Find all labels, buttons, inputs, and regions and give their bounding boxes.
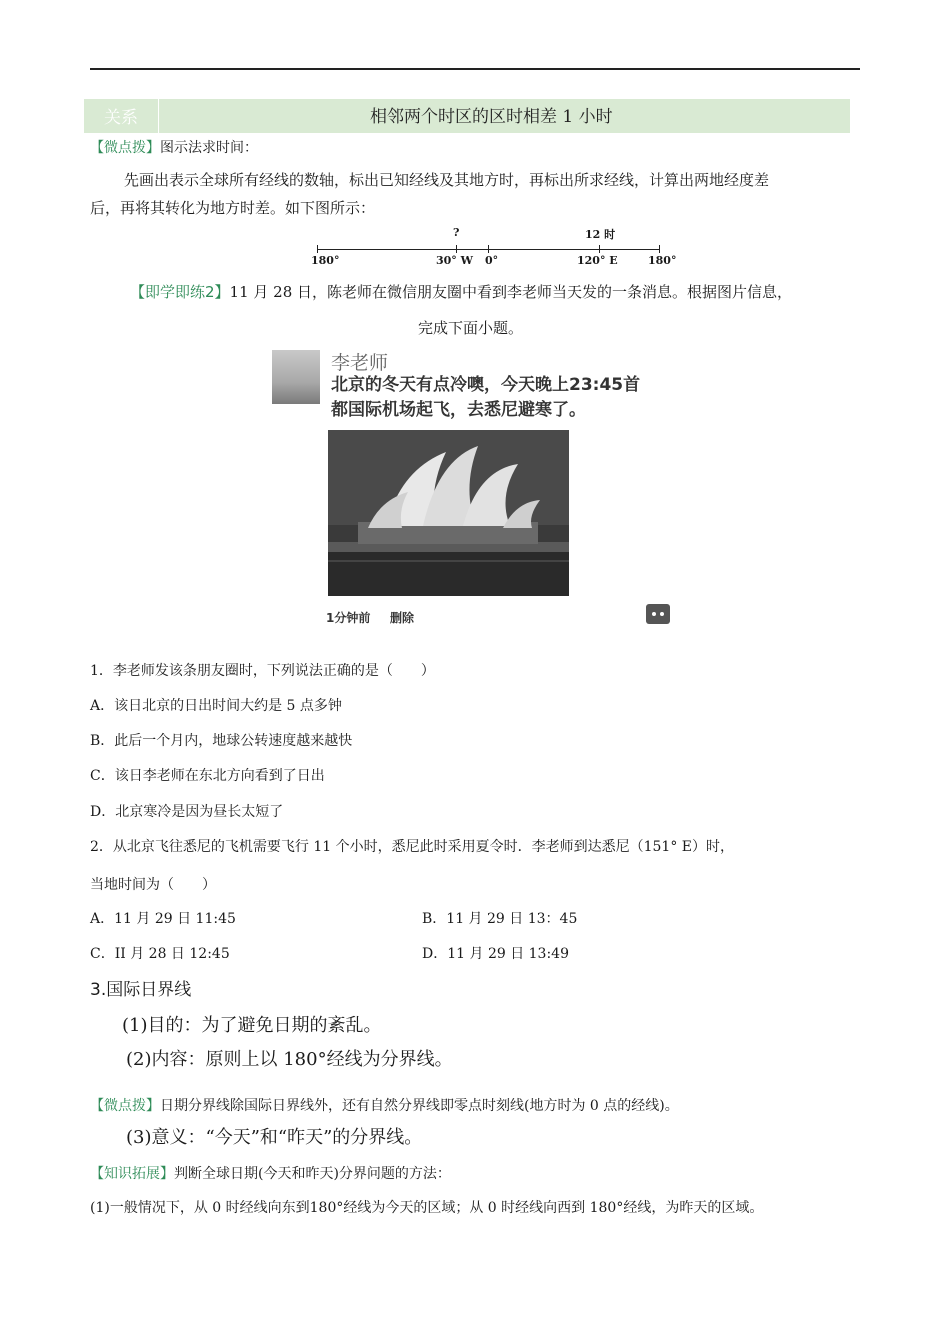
q1-option-d: D．北京寒冷是因为昼长太短了 — [90, 804, 284, 820]
section3-tip-text: 日期分界线除国际日界线外，还有自然分界线即零点时刻线(地方时为 0 点的经线)。 — [160, 1098, 679, 1114]
axis-label-120e: 120° E — [577, 254, 618, 267]
section3-item3: (3)意义：“今天”和“昨天”的分界线。 — [126, 1127, 423, 1148]
q2-option-d: D．11 月 29 日 13:49 — [422, 946, 569, 962]
tip-title: 图示法求时间： — [160, 140, 258, 156]
section3-heading: 3.国际日界线 — [90, 980, 192, 1000]
tick-0 — [488, 245, 489, 253]
tip-tag: 【微点拨】 — [90, 140, 160, 156]
section3-item2: (2)内容：原则上以 180°经线为分界线。 — [126, 1049, 453, 1070]
q2-option-c: C．II 月 28 日 12:45 — [90, 946, 230, 962]
relation-text: 相邻两个时区的区时相差 1 小时 — [370, 107, 613, 127]
tick-30w — [456, 245, 457, 253]
q2-stem-line2: 当地时间为（ ） — [90, 877, 216, 893]
tick-120e — [599, 245, 600, 253]
unknown-time-mark: ? — [453, 226, 460, 239]
opera-house-image — [328, 430, 569, 596]
axis-label-0: 0° — [485, 254, 499, 267]
section3-item1: (1)目的：为了避免日期的紊乱。 — [122, 1015, 382, 1036]
axis-label-left-180: 180° — [311, 254, 340, 267]
q1-option-b: B．此后一个月内，地球公转速度越来越快 — [90, 733, 353, 749]
known-time-label: 12 时 — [585, 228, 616, 241]
ext-item1: (1)一般情况下，从 0 时经线向东到180°经线为今天的区域；从 0 时经线向西到 180°经线，为昨天的区域。 — [90, 1200, 764, 1216]
q1-option-c: C．该日李老师在东北方向看到了日出 — [90, 768, 325, 784]
tip-block — [90, 138, 258, 158]
header-rule — [90, 68, 860, 70]
ext-tag: 【知识拓展】 — [90, 1166, 174, 1182]
post-text — [331, 373, 661, 423]
knowledge-extension — [90, 1164, 451, 1184]
practice-line1: 11 月 28 日，陈老师在微信朋友圈中看到李老师当天发的一条消息。根据图片信息， — [229, 283, 793, 301]
section3-tip-tag: 【微点拨】 — [90, 1098, 160, 1114]
practice-intro — [130, 282, 870, 302]
practice-line2: 完成下面小题。 — [418, 319, 524, 337]
tip-paragraph-line2: 后，再将其转化为地方时差。如下图所示： — [90, 199, 376, 217]
q1-option-a: A．该日北京的日出时间大约是 5 点多钟 — [90, 698, 342, 714]
post-text-line1: 北京的冬天有点冷噢，今天晚上23:45首 — [331, 375, 641, 395]
q1-stem: 1．李老师发该条朋友圈时，下列说法正确的是（ ） — [90, 663, 435, 679]
comment-icon[interactable] — [646, 604, 670, 624]
avatar — [272, 350, 320, 404]
practice-tag: 【即学即练2】 — [130, 283, 230, 301]
q2-option-a: A．11 月 29 日 11:45 — [90, 911, 236, 927]
axis-label-right-180: 180° — [648, 254, 677, 267]
tick-left-180 — [317, 245, 318, 253]
axis-label-30w: 30° W — [436, 254, 473, 267]
post-time: 1分钟前 — [326, 611, 371, 625]
q2-option-b: B．11 月 29 日 13：45 — [422, 911, 578, 927]
ext-title: 判断全球日期(今天和昨天)分界问题的方法： — [174, 1166, 451, 1182]
relation-label: 关系 — [104, 108, 138, 128]
sydney-opera-house-photo — [328, 430, 569, 596]
post-text-line2: 都国际机场起飞，去悉尼避寒了。 — [331, 400, 586, 420]
delete-link[interactable]: 删除 — [390, 611, 415, 625]
post-author-name: 李老师 — [331, 352, 389, 374]
tick-right-180 — [659, 245, 660, 253]
q2-stem-line1: 2．从北京飞往悉尼的飞机需要飞行 11 个小时，悉尼此时采用夏令时．李老师到达悉尼（151° E）时， — [90, 839, 735, 855]
section3-tip — [90, 1096, 870, 1116]
tip-paragraph-line1: 先画出表示全球所有经线的数轴，标出已知经线及其地方时，再标出所求经线，计算出两地经度差 — [124, 171, 770, 189]
